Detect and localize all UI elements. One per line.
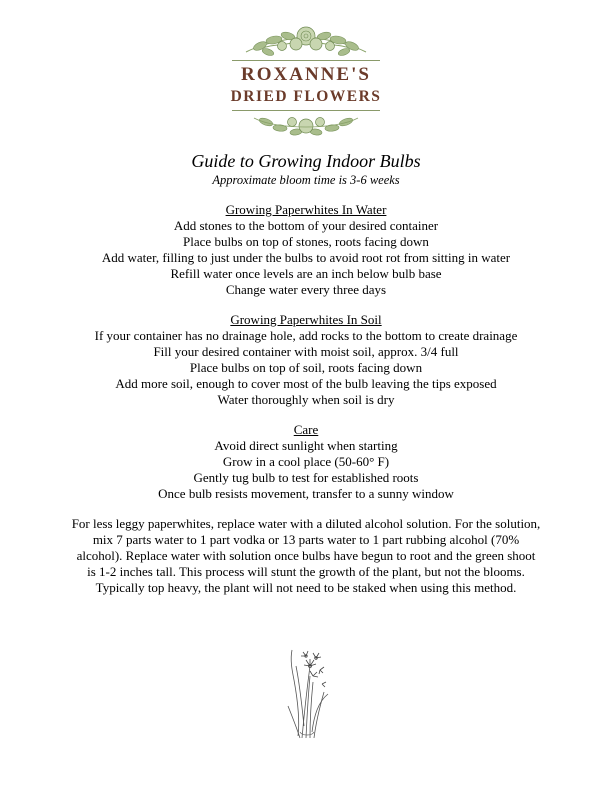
guide-content — [0, 146, 612, 596]
section-heading: Care — [293, 422, 319, 437]
instruction-line: Add stones to the bottom of your desired container — [173, 218, 439, 233]
section-heading: Growing Paperwhites In Water — [225, 202, 387, 217]
section-care — [0, 422, 612, 502]
instruction-line: Fill your desired container with moist soil, approx. 3/4 full — [153, 344, 459, 359]
page-title: Guide to Growing Indoor Bulbs — [191, 151, 421, 171]
instruction-line: Change water every three days — [225, 282, 387, 297]
instruction-line: Grow in a cool place (50-60° F) — [222, 454, 390, 469]
alcohol-tip-paragraph: For less leggy paperwhites, replace water with a diluted alcohol solution. For the solution, mix 7 parts water to 1 part vodka or 13 parts water to 1 part rubbing alcohol (70% alcohol). Replace water with solution once bulbs have begun to root and the green shoot is 1-2 inches tall. This process will stunt the growth of the plant, but not the blooms. Typically top heavy, the plant will not need to be staked when using this method. — [71, 516, 541, 595]
section-heading: Growing Paperwhites In Soil — [230, 312, 382, 327]
logo-top-rule — [232, 60, 380, 61]
section-soil — [0, 312, 612, 408]
instruction-line: Avoid direct sunlight when starting — [214, 438, 398, 453]
brand-name-line2: DRIED FLOWERS — [230, 88, 382, 105]
instruction-line: If your container has no drainage hole, add rocks to the bottom to create drainage — [94, 328, 518, 343]
instruction-line: Once bulb resists movement, transfer to a sunny window — [158, 486, 454, 501]
instruction-line: Place bulbs on top of stones, roots facing down — [183, 234, 429, 249]
page-subtitle: Approximate bloom time is 3-6 weeks — [212, 173, 400, 187]
paperwhite-sketch-icon — [280, 636, 336, 740]
instruction-line: Water thoroughly when soil is dry — [217, 392, 395, 407]
logo-bottom-rule — [232, 110, 380, 111]
instruction-line: Add water, filling to just under the bulbs to avoid root rot from sitting in water — [101, 250, 511, 265]
instruction-line: Add more soil, enough to cover most of the bulb leaving the tips exposed — [115, 376, 497, 391]
section-water — [0, 202, 612, 298]
instruction-line: Gently tug bulb to test for established roots — [193, 470, 419, 485]
brand-logo — [226, 22, 386, 140]
instruction-line: Refill water once levels are an inch below bulb base — [170, 266, 442, 281]
brand-name-line1: ROXANNE'S — [241, 64, 371, 85]
instruction-line: Place bulbs on top of soil, roots facing down — [189, 360, 423, 375]
